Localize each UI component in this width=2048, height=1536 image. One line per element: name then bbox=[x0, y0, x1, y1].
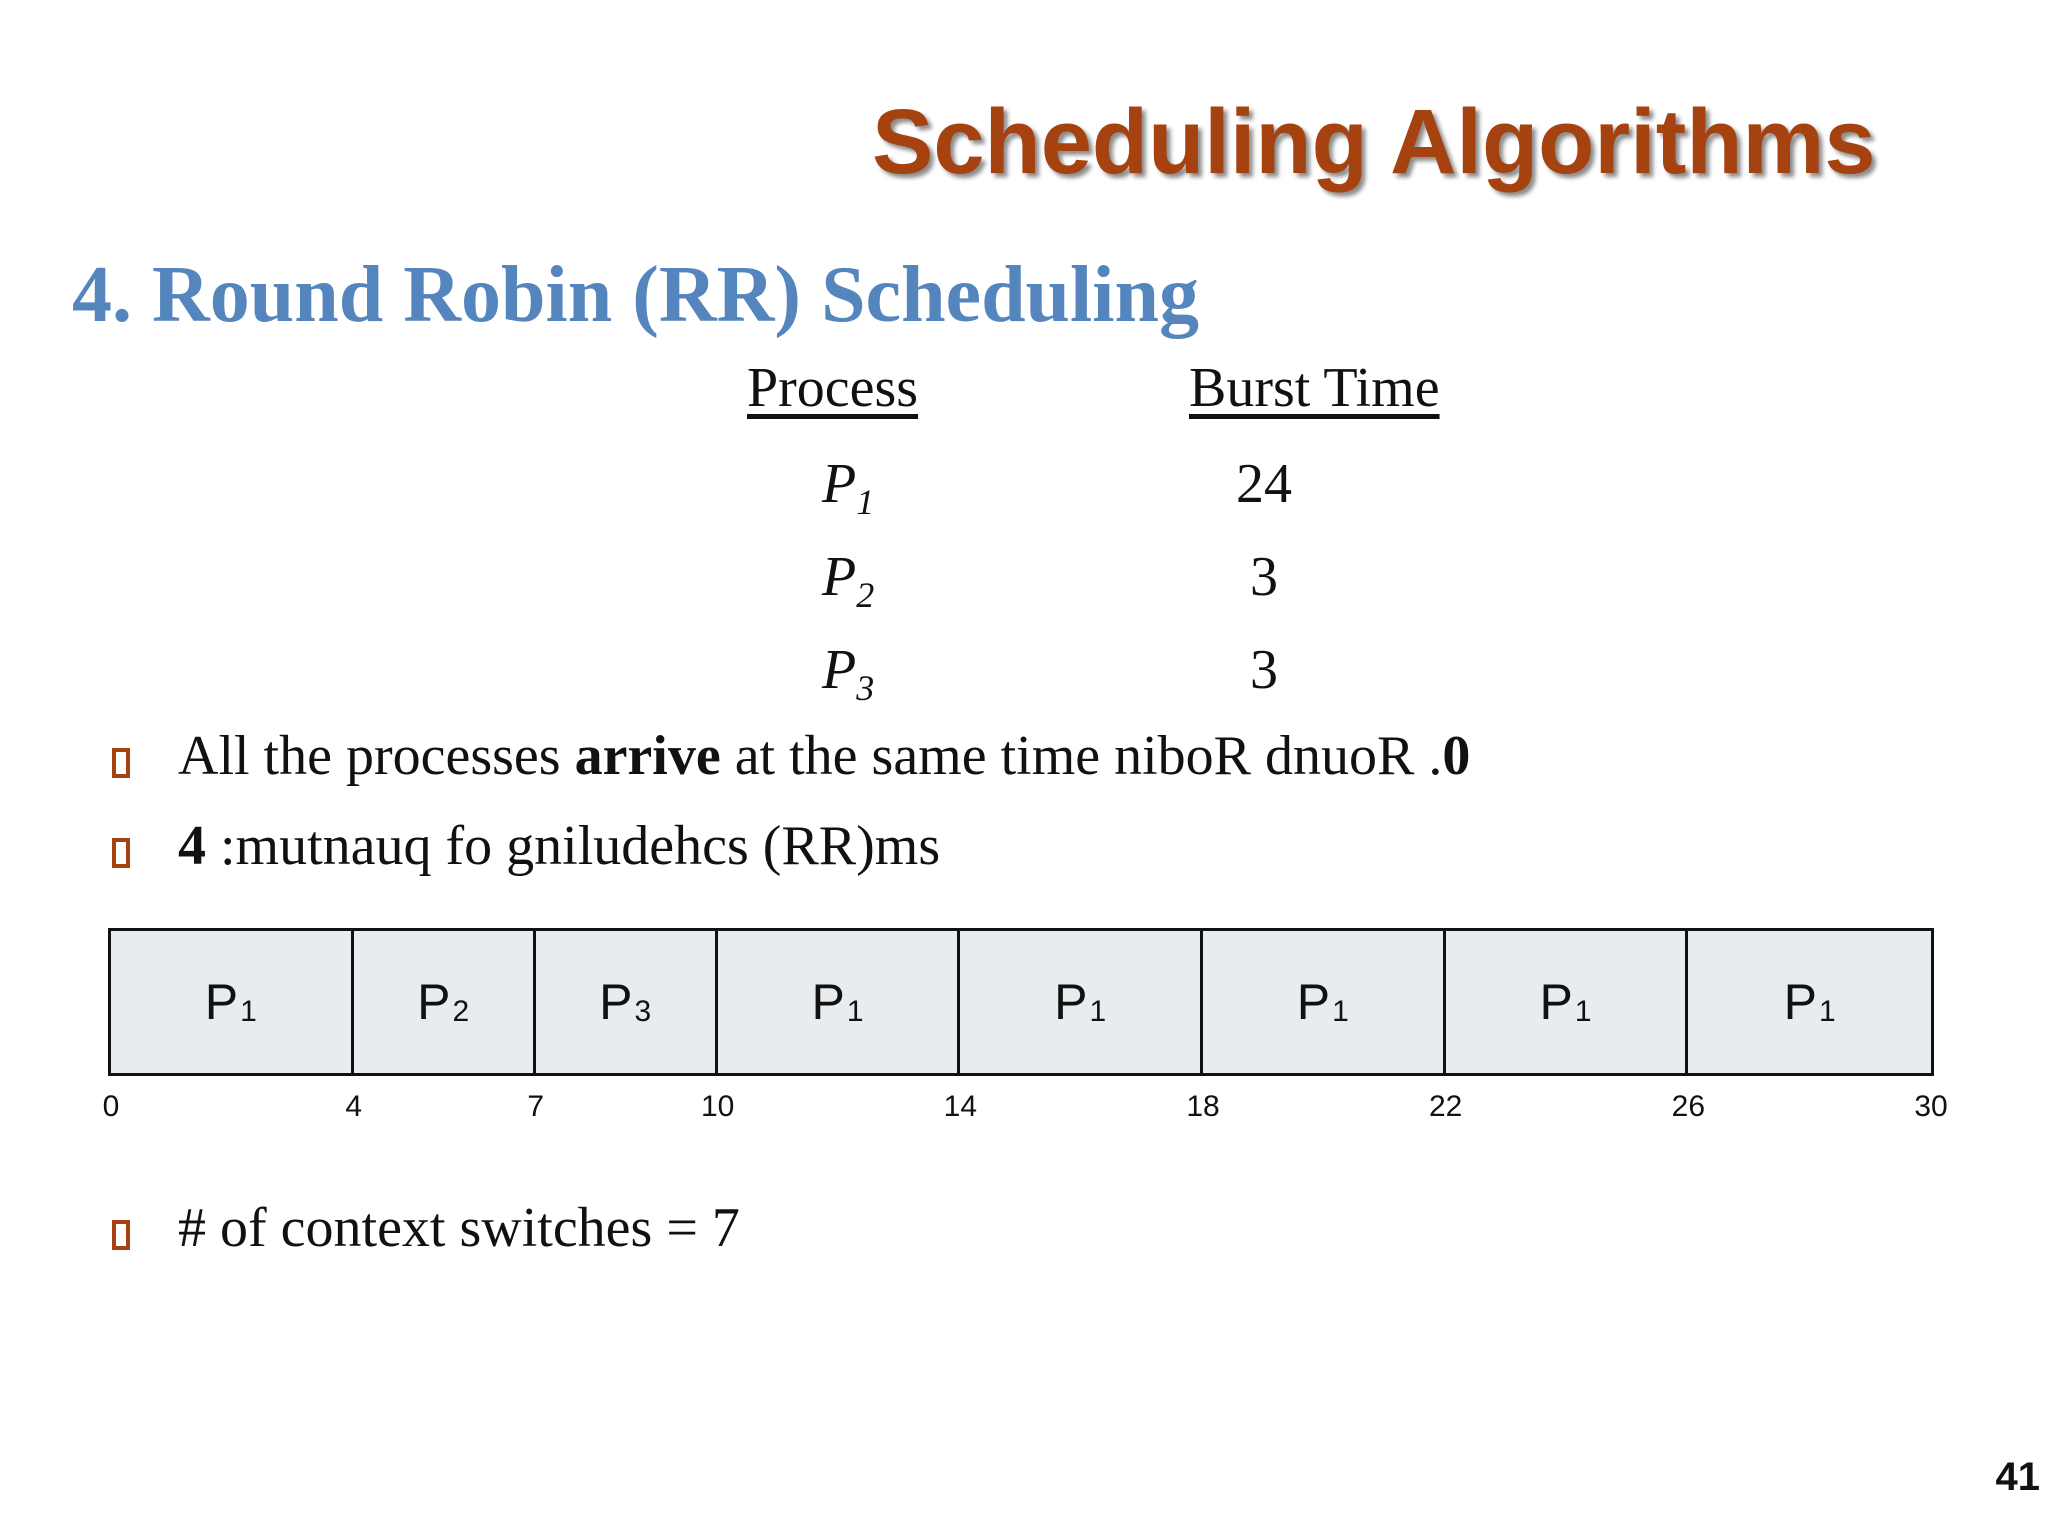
bullet-text: 4 :mutnauq fo gniludehcs (RR)ms bbox=[178, 815, 941, 877]
process-column-header: Process bbox=[747, 357, 919, 419]
slide-subtitle: 4. Round Robin (RR) Scheduling bbox=[72, 251, 1199, 339]
process-name: $P_1$ bbox=[822, 453, 875, 523]
page-number: 41 bbox=[1995, 1455, 2040, 1499]
gantt-segment-subscript: 1 bbox=[1574, 995, 1592, 1028]
gantt-tick-label: 18 bbox=[1186, 1090, 1220, 1123]
burst-time-column-header: Burst Time bbox=[1189, 357, 1440, 419]
gantt-tick-label: 7 bbox=[527, 1090, 544, 1123]
gantt-segment-subscript: 1 bbox=[846, 995, 864, 1028]
bullet-text: # of context switches = 7 bbox=[178, 1197, 740, 1259]
process-name: $P_3$ bbox=[822, 639, 875, 709]
gantt-segment-subscript: 1 bbox=[1332, 995, 1349, 1028]
gantt-tick-label: 26 bbox=[1671, 1090, 1706, 1123]
gantt-segment-label: P bbox=[204, 974, 239, 1030]
bullet-quantum bbox=[112, 814, 940, 878]
gantt-segment-label: P bbox=[1054, 974, 1088, 1030]
gantt-segment-subscript: 2 bbox=[452, 995, 470, 1028]
gantt-segment bbox=[354, 931, 536, 1073]
gantt-tick-label: 30 bbox=[1914, 1090, 1948, 1123]
gantt-segment bbox=[718, 931, 961, 1073]
gantt-segment-label: P bbox=[599, 974, 633, 1030]
gantt-segment bbox=[111, 931, 354, 1073]
gantt-segment-label: P bbox=[1783, 974, 1817, 1030]
gantt-tick-label: 4 bbox=[345, 1090, 362, 1123]
gantt-segment-label: P bbox=[811, 974, 845, 1030]
gantt-segment bbox=[536, 931, 718, 1073]
burst-value: 3 bbox=[1250, 639, 1278, 701]
gantt-segment-label: P bbox=[1296, 974, 1331, 1030]
slide-title: Scheduling Algorithms bbox=[872, 91, 1876, 193]
gantt-segment bbox=[1688, 931, 1931, 1073]
gantt-segment bbox=[960, 931, 1203, 1073]
process-name: $P_2$ bbox=[822, 546, 875, 616]
bullet-square-icon bbox=[112, 748, 130, 778]
gantt-tick-label: 10 bbox=[700, 1090, 735, 1123]
bullet-square-icon bbox=[112, 838, 130, 868]
gantt-segment-subscript: 1 bbox=[240, 995, 257, 1028]
gantt-segment-label: P bbox=[417, 974, 451, 1030]
gantt-segment bbox=[1203, 931, 1446, 1073]
gantt-segment-label: P bbox=[1539, 974, 1573, 1030]
gantt-tick-label: 14 bbox=[943, 1090, 978, 1123]
burst-value: 24 bbox=[1236, 453, 1292, 515]
gantt-segment-subscript: 1 bbox=[1089, 995, 1107, 1028]
bullet-arrival bbox=[112, 724, 1470, 788]
gantt-segment-subscript: 1 bbox=[1818, 995, 1836, 1028]
bullet-text: All the processes arrive at the same time niboR dnuoR .0 bbox=[178, 725, 1471, 787]
gantt-tick-label: 22 bbox=[1428, 1090, 1463, 1123]
gantt-segment-subscript: 3 bbox=[634, 995, 652, 1028]
bullet-square-icon bbox=[112, 1220, 130, 1250]
gantt-chart bbox=[108, 928, 1934, 1076]
bullet-context-switches bbox=[112, 1196, 740, 1260]
burst-value: 3 bbox=[1250, 546, 1278, 608]
gantt-segment bbox=[1446, 931, 1689, 1073]
gantt-tick-label: 0 bbox=[102, 1090, 120, 1123]
